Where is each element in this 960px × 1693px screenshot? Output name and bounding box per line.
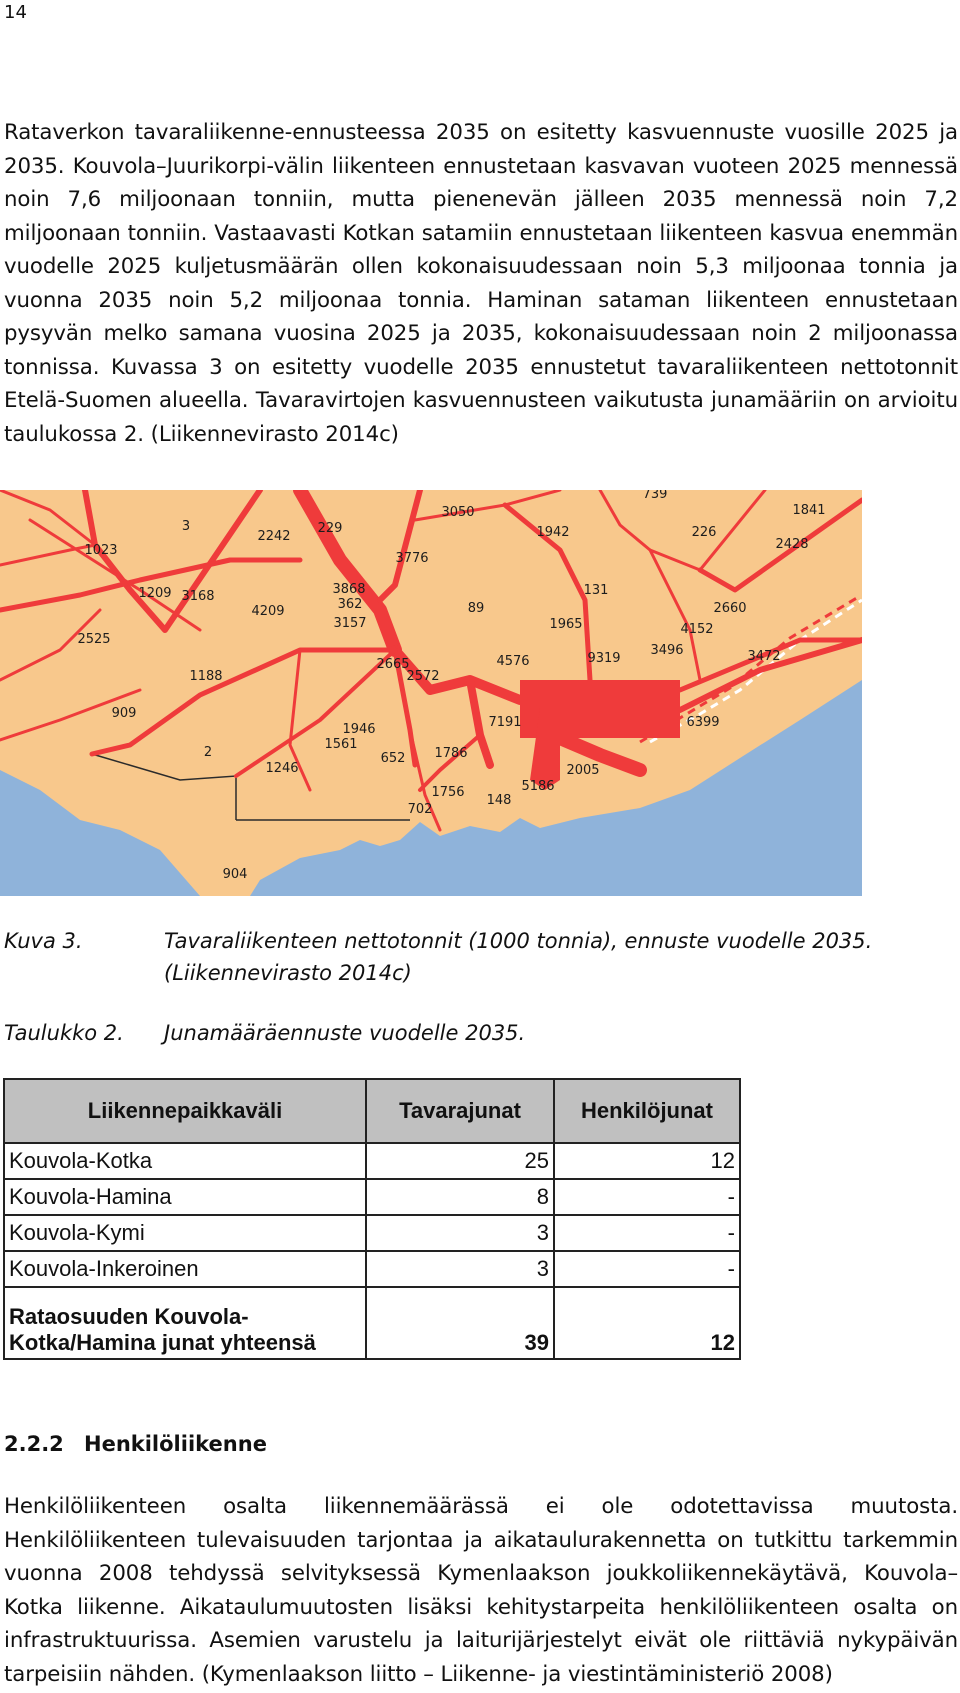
section-number: 2.2.2 [4,1432,64,1456]
map-flow-label: 7191 [488,715,522,730]
header-tavarajunat: Tavarajunat [366,1079,554,1143]
map-flow-label: 1246 [265,761,299,776]
map-flow-label: 3050 [441,505,475,520]
section-title: Henkilöliikenne [84,1432,267,1456]
table-row [4,1143,740,1179]
map-flow-label: 1023 [84,543,118,558]
row-passenger: - [554,1179,740,1215]
map-flow-label: 909 [111,706,137,721]
map-flow-label: 2572 [406,669,440,684]
map-flow-label: 3496 [650,643,684,658]
row-passenger: - [554,1215,740,1251]
map-flow-label: 652 [380,751,406,766]
intro-paragraph: Rataverkon tavaraliikenne-ennusteessa 2035 on esitetty kasvuennuste vuosille 2025 ja 2035. Kouvola–Juurikorpi-välin liikenteen ennustetaan kasvavan vuoteen 2025 mennessä noin 7,6 miljoonaan tonniin, mutta pienenevän jälleen 2035 mennessä noin 7,2 miljoonaan tonniin. Vastaavasti Kotkan satamiin ennustetaan liikenteen kasvua enemmän vuodelle 2025 kuljetusmäärän ollen kokonaisuudessaan noin 5,3 miljoonaa tonnia ja vuonna 2035 noin 5,2 miljoonaa tonnia. Haminan sataman liikenteen ennustetaan pysyvän melko samana vuosina 2025 ja 2035, kokonaisuudessaan noin 2 miljoonassa tonnissa. Kuvassa 3 on esitetty vuodelle 2035 ennustetut tavaraliikenteen nettotonnit Etelä-Suomen alueella. Tavaravirtojen kasvuennusteen vaikutusta junamääriin on arvioitu taulukossa 2. (Liikennevirasto 2014c) [4,120,958,447]
row-freight: 3 [366,1215,554,1251]
map-flow-label: 2525 [77,632,111,647]
map-flow-label: 1946 [342,722,376,737]
row-passenger: - [554,1251,740,1287]
map-flow-label: 2005 [566,763,600,778]
map-flow-label: 3 [181,519,191,534]
map-flow-label: 1209 [138,586,172,601]
row-label: Kouvola-Kotka [4,1143,366,1179]
map-flow-label: 702 [407,802,433,817]
section-heading [4,1432,267,1456]
map-flow-label: 9319 [587,651,621,666]
freight-flow-map [0,490,862,896]
figure-caption-line1: Tavaraliikenteen nettotonnit (1000 tonnia), ennuste vuodelle 2035. [164,929,873,953]
map-flow-label: 904 [222,867,248,882]
table-caption-text: Junamääräennuste vuodelle 2035. [164,1021,526,1045]
map-flow-label: 1561 [324,737,358,752]
map-flow-label: 1786 [434,746,468,761]
row-label: Kouvola-Kymi [4,1215,366,1251]
figure-caption-line2: (Liikennevirasto 2014c) [164,961,412,985]
map-flow-label: 226 [691,525,717,540]
figure-caption-label: Kuva 3. [4,929,83,953]
table-row [4,1215,740,1251]
row-passenger: 12 [554,1143,740,1179]
table-row [4,1179,740,1215]
table-header-row [4,1079,740,1143]
header-henkilojunat: Henkilöjunat [554,1079,740,1143]
map-flow-label: 1942 [536,525,570,540]
map-flow-label: 3868 [332,582,366,597]
table-caption-label: Taulukko 2. [4,1021,124,1045]
map-flow-label: 148 [486,793,512,808]
map-flow-label: 5186 [521,779,555,794]
map-flow-label: 89 [467,601,485,616]
total-label-line2: Kotka/Hamina junat yhteensä [9,1330,316,1355]
map-flow-label: 3168 [181,589,215,604]
map-flow-label: 4152 [680,622,714,637]
row-label: Kouvola-Hamina [4,1179,366,1215]
map-flow-label: 739 [642,490,668,502]
map-flow-label: 1841 [792,503,826,518]
map-flow-label: 2428 [775,537,809,552]
map-flow-label: 2660 [713,601,747,616]
map-flow-label: 2242 [257,529,291,544]
figure-caption-text [164,925,944,989]
map-flow-label: 2 [203,745,213,760]
outro-paragraph: Henkilöliikenteen osalta liikennemäärässä ei ole odotettavissa muutosta. Henkilöliikenteen tulevaisuuden tarjontaa ja aikataulurakennetta on tutkittu tarkemmin vuonna 2008 tehdyssä selvityksessä Kymenlaakson joukkoliikennekäytävä, Kouvola–Kotka liikenne. Aikataulumuutosten lisäksi kehitystarpeita henkilöliikenteen osalta on infrastruktuurissa. Asemien varustelu ja laiturijärjestelyt eivät ole riittäviä nykypäivän tarpeisiin nähden. (Kymenlaakson liitto – Liikenne- ja viestintäministeriö 2008) [4,1494,958,1687]
total-freight: 39 [366,1287,554,1359]
map-flow-label: 1756 [431,785,465,800]
map-flow-label: 2665 [376,657,410,672]
map-flow-label: 4209 [251,604,285,619]
table-row [4,1251,740,1287]
train-forecast-table [3,1078,741,1360]
header-liikennepaikkavali: Liikennepaikkaväli [4,1079,366,1143]
map-flow-label: 3776 [395,551,429,566]
row-label: Kouvola-Inkeroinen [4,1251,366,1287]
table-total-row [4,1287,740,1359]
page-number: 14 [4,2,27,23]
map-flow-label: 3472 [747,649,781,664]
map-flow-label: 3157 [333,616,367,631]
map-flow-label: 362 [337,597,363,612]
total-label [4,1287,366,1359]
row-freight: 8 [366,1179,554,1215]
map-flow-label: 131 [583,583,609,598]
map-flow-label: 1965 [549,617,583,632]
row-freight: 3 [366,1251,554,1287]
total-label-line1: Rataosuuden Kouvola- [9,1304,249,1329]
map-flow-label: 6399 [686,715,720,730]
total-passenger: 12 [554,1287,740,1359]
freight-flow-map-svg [0,490,862,896]
map-flow-label: 4576 [496,654,530,669]
row-freight: 25 [366,1143,554,1179]
map-flow-label: 1188 [189,669,223,684]
map-flow-label: 229 [317,521,343,536]
